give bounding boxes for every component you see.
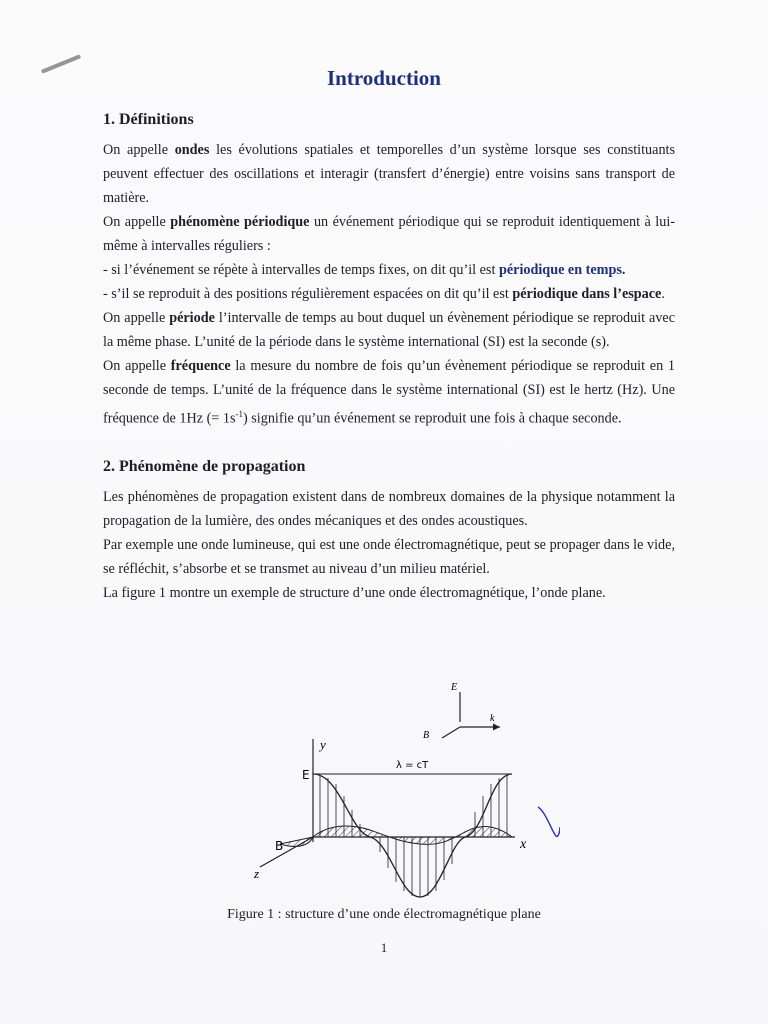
text-run: - s’il se reproduit à des positions régulièrement espacées on dit qu’il est <box>103 286 513 302</box>
axis-x-label: x <box>520 837 527 852</box>
pen-squiggle <box>538 807 560 836</box>
section-1-heading: 1. Définitions <box>103 111 194 128</box>
paragraph-onde-lumineuse: Par exemple une onde lumineuse, qui est une onde électromagnétique, peut se propager dans le vide, se réfléchit, s’absorbe et se transmet au niveau d’un milieu matériel. <box>103 536 675 577</box>
text-run: la mesure du nombre de fois qu’un évènement périodique se reproduit en 1 seconde de temps. L’unité de la fréquence dans le système international (SI) est le hertz (Hz). Une fréquence de 1Hz (= 1s <box>103 358 675 427</box>
bullet-periodique-temps <box>103 258 675 282</box>
document-body <box>103 108 675 605</box>
paragraph-propagation-domaines: Les phénomènes de propagation existent dans de nombreux domaines de la physique notamment la propagation de la lumière, des ondes mécaniques et des ondes acoustiques. <box>103 488 675 529</box>
b-vector-arrow <box>442 727 460 738</box>
text-run: On appelle <box>103 358 171 374</box>
axis-y-label: y <box>320 737 326 752</box>
page-title: Introduction <box>327 66 441 90</box>
term-periodique-dans-espace: périodique dans l’espace <box>512 286 662 302</box>
vector-triad <box>423 682 500 741</box>
text-run: On appelle <box>103 310 170 326</box>
section-2-heading: 2. Phénomène de propagation <box>103 457 306 475</box>
term-periode: période <box>169 310 215 326</box>
paragraph-figure-intro: La figure 1 montre un exemple de structure d’une onde électromagnétique, l’onde plane. <box>103 584 606 601</box>
page-number: 1 <box>380 940 388 955</box>
text-run: . <box>661 286 665 302</box>
e-field-label: E <box>302 768 310 782</box>
vec-e-label: E <box>451 682 458 693</box>
text-run: On appelle <box>103 142 175 158</box>
term-ondes: ondes <box>174 142 210 158</box>
wavelength-label: λ = cT <box>396 760 429 771</box>
term-phenomene-periodique: phénomène périodique <box>170 214 310 230</box>
b-field-label: B <box>275 839 284 853</box>
text-run: l’intervalle de temps au bout duquel un évènement périodique se reproduit avec la même phase. L’unité de la période dans le système international (SI) est la seconde (s). <box>103 310 676 350</box>
vec-k-label: k <box>490 713 495 724</box>
text-run: un événement périodique qui se reproduit identiquement à lui-même à intervalles réguliers : <box>103 214 676 254</box>
text-run: ) signifie qu’un événement se reproduit une fois à chaque seconde. <box>242 410 622 427</box>
figure-caption: Figure 1 : structure d’une onde électromagnétique plane <box>227 907 541 922</box>
em-wave-figure <box>220 672 560 912</box>
axis-z-label: z <box>254 866 260 881</box>
exponent: -1 <box>235 409 243 419</box>
bullet-periodique-espace <box>103 282 675 306</box>
term-periodique-en-temps: périodique en temps. <box>498 262 626 278</box>
term-frequence: fréquence <box>170 358 231 374</box>
vec-b-label: B <box>423 730 430 741</box>
text-run: - si l’événement se répète à intervalles de temps fixes, on dit qu’il est <box>103 262 499 278</box>
paragraph-ondes <box>103 138 675 210</box>
paragraph-periode <box>103 306 675 354</box>
paragraph-phenomene-periodique <box>103 210 675 258</box>
paragraph-frequence <box>103 354 675 431</box>
text-run: On appelle <box>103 214 171 230</box>
text-run: les évolutions spatiales et temporelles d’un système lorsque ses constituants peuvent effectuer des oscillations et interagir (transfert d’énergie) entre voisins sans transport de matière. <box>103 142 675 206</box>
